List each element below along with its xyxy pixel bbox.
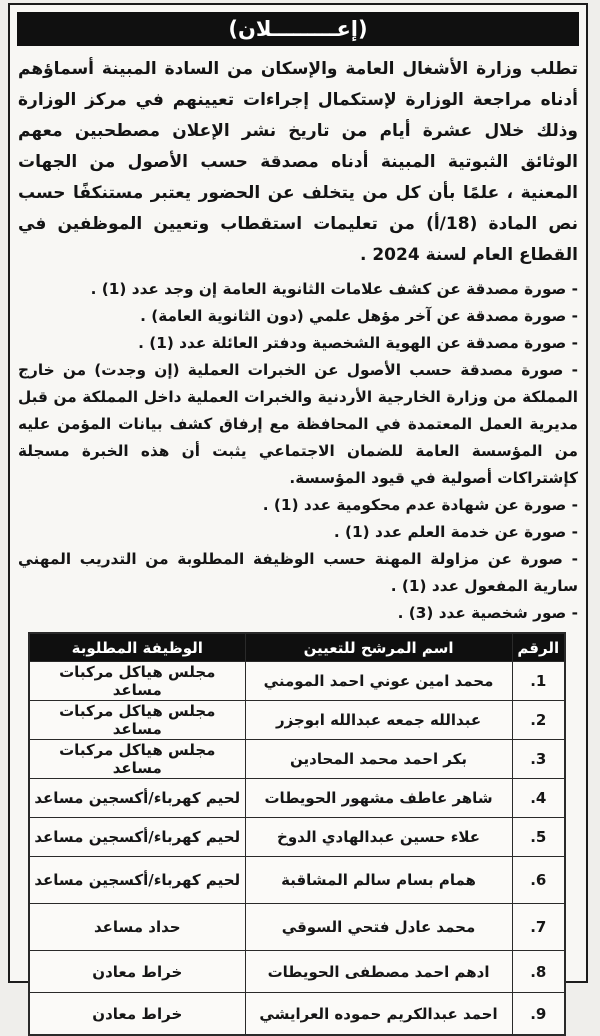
- requirement-item: - صورة عن شهادة عدم محكومية عدد (1) .: [262, 496, 578, 514]
- requirement-item: - صورة مصدقة حسب الأصول عن الخبرات العملية (إن وجدت) من خارج المملكة من وزارة الخارجية الأردنية والخبرات العملية داخل المملكة من قبل مديرية العمل المعتمدة في المحافظة مع إرفاق كشف بيانات المؤمن عليه من المؤسسة العامة للضمان الاجتماعي يثبت أن هذه الخبرة مسجلة كإشتراكات أصولية في قيود المؤسسة.: [18, 361, 578, 487]
- table-row: [29, 904, 565, 951]
- requirement-item: - صورة عن خدمة العلم عدد (1) .: [333, 523, 578, 541]
- candidates-table: [28, 632, 566, 1036]
- header-name: اسم المرشح للتعيين: [245, 633, 512, 662]
- row-number: 4.: [512, 779, 565, 818]
- required-position: مجلس هياكل مركبات مساعد: [29, 740, 245, 779]
- required-position: خراط معادن: [29, 993, 245, 1036]
- table-row: [29, 779, 565, 818]
- required-position: مجلس هياكل مركبات مساعد: [29, 701, 245, 740]
- requirement-item: - صور شخصية عدد (3) .: [397, 604, 578, 622]
- row-number: 6.: [512, 857, 565, 904]
- table-row: [29, 993, 565, 1036]
- row-number: 7.: [512, 904, 565, 951]
- announcement-title-bar: [17, 12, 579, 46]
- intro-paragraph: تطلب وزارة الأشغال العامة والإسكان من السادة المبينة أسماؤهم أدناه مراجعة الوزارة لإستكمال إجراءات تعيينهم في مركز الوزارة وذلك خلال عشرة أيام من تاريخ نشر الإعلان مصطحبين معهم الوثائق الثبوتية المبينة أدناه مصدقة حسب الأصول من الجهات المعنية ، علمًا بأن كل من يتخلف عن الحضور يعتبر مستنكفًا حسب نص المادة (18/أ) من تعليمات استقطاب وتعيين الموظفين في القطاع العام لسنة 2024 .: [18, 59, 578, 265]
- candidate-name: همام بسام سالم المشاقبة: [245, 857, 512, 904]
- row-number: 1.: [512, 662, 565, 701]
- table-header-row: [29, 633, 565, 662]
- candidate-name: محمد عادل فتحي السوقي: [245, 904, 512, 951]
- required-position: لحيم كهرباء/أكسجين مساعد: [29, 857, 245, 904]
- required-position: لحيم كهرباء/أكسجين مساعد: [29, 818, 245, 857]
- candidate-name: احمد عبدالكريم حموده العرايشي: [245, 993, 512, 1036]
- required-position: حداد مساعد: [29, 904, 245, 951]
- requirements-list: [18, 276, 578, 627]
- row-number: 3.: [512, 740, 565, 779]
- row-number: 8.: [512, 951, 565, 993]
- row-number: 2.: [512, 701, 565, 740]
- candidate-name: شاهر عاطف مشهور الحويطات: [245, 779, 512, 818]
- table-row: [29, 818, 565, 857]
- table-row: [29, 662, 565, 701]
- announcement-page: [8, 3, 588, 1023]
- table-row: [29, 857, 565, 904]
- candidate-name: علاء حسين عبدالهادي الدوخ: [245, 818, 512, 857]
- table-row: [29, 701, 565, 740]
- header-position: الوظيفة المطلوبة: [29, 633, 245, 662]
- table-row: [29, 740, 565, 779]
- candidate-name: محمد امين عوني احمد المومني: [245, 662, 512, 701]
- required-position: خراط معادن: [29, 951, 245, 993]
- table-row: [29, 951, 565, 993]
- requirement-item: - صورة مصدقة عن كشف علامات الثانوية العامة إن وجد عدد (1) .: [90, 280, 578, 298]
- row-number: 5.: [512, 818, 565, 857]
- requirement-item: - صورة مصدقة عن الهوية الشخصية ودفتر العائلة عدد (1) .: [138, 334, 578, 352]
- required-position: لحيم كهرباء/أكسجين مساعد: [29, 779, 245, 818]
- candidate-name: ادهم احمد مصطفى الحويطات: [245, 951, 512, 993]
- candidate-name: عبدالله جمعه عبدالله ابوجزر: [245, 701, 512, 740]
- required-position: مجلس هياكل مركبات مساعد: [29, 662, 245, 701]
- row-number: 9.: [512, 993, 565, 1036]
- requirement-item: - صورة عن مزاولة المهنة حسب الوظيفة المطلوبة من التدريب المهني سارية المفعول عدد (1) .: [18, 550, 578, 595]
- announcement-title: (إعـــــــــلان): [228, 17, 368, 41]
- header-number: الرقم: [512, 633, 565, 662]
- candidate-name: بكر احمد محمد المحادين: [245, 740, 512, 779]
- requirement-item: - صورة مصدقة عن آخر مؤهل علمي (دون الثانوية العامة) .: [140, 307, 578, 325]
